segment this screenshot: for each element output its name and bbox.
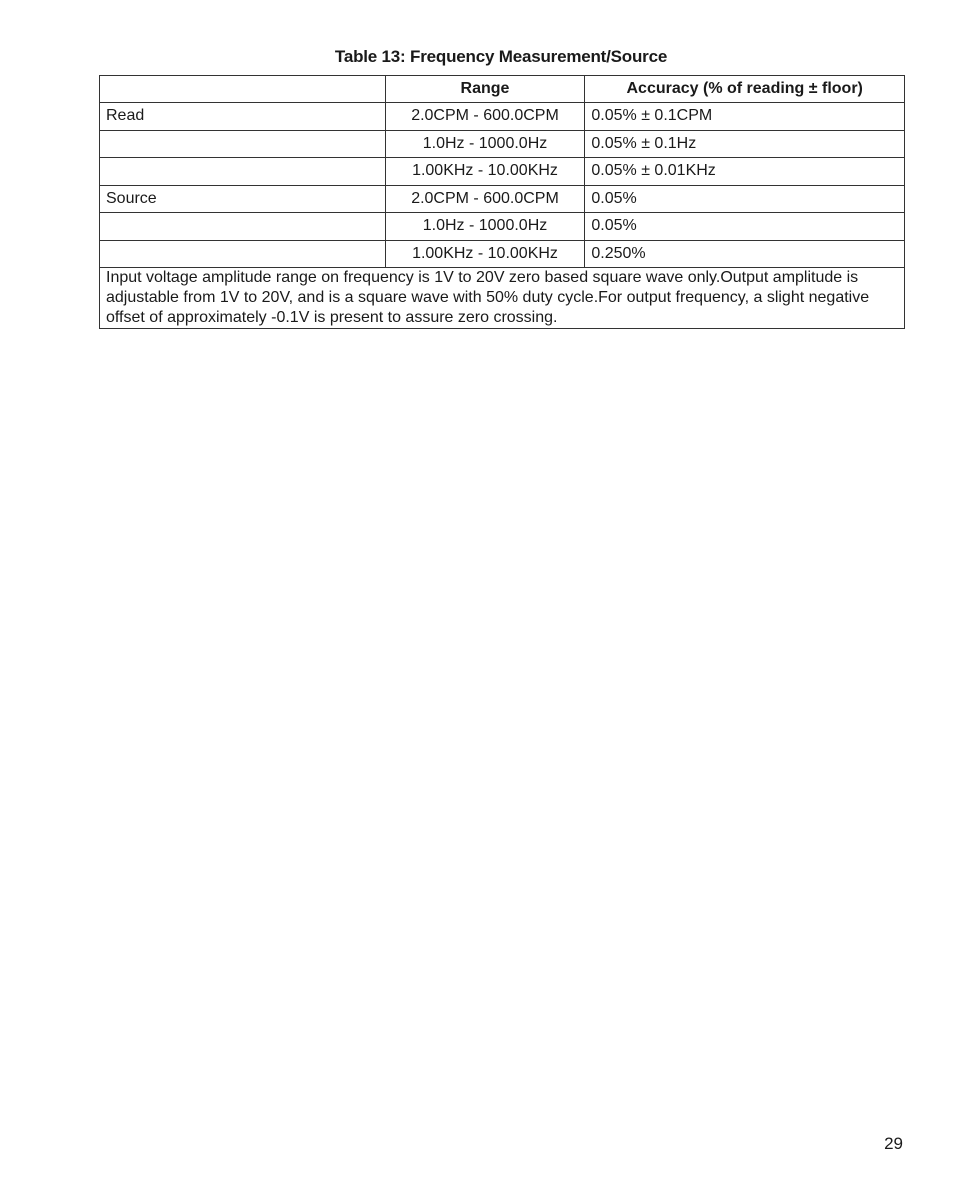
table-header-row — [100, 76, 905, 103]
header-category — [100, 76, 386, 103]
row-category — [100, 130, 386, 158]
table-note-row — [100, 268, 905, 329]
frequency-table — [99, 75, 905, 329]
header-range: Range — [385, 76, 585, 103]
row-range: 2.0CPM - 600.0CPM — [385, 103, 585, 131]
row-range: 1.00KHz - 10.00KHz — [385, 240, 585, 268]
table-row — [100, 185, 905, 213]
row-range: 1.0Hz - 1000.0Hz — [385, 213, 585, 241]
row-accuracy: 0.05% — [585, 213, 905, 241]
row-accuracy: 0.250% — [585, 240, 905, 268]
row-accuracy: 0.05% — [585, 185, 905, 213]
table-row — [100, 240, 905, 268]
table-note: Input voltage amplitude range on frequency is 1V to 20V zero based square wave only.Output amplitude is adjustable from 1V to 20V, and is a square wave with 50% duty cycle.For output frequency, a slight negative offset of approximately -0.1V is present to assure zero crossing. — [100, 268, 905, 329]
table-title: Table 13: Frequency Measurement/Source — [334, 47, 668, 66]
row-category — [100, 213, 386, 241]
table-row — [100, 158, 905, 186]
row-accuracy: 0.05% ± 0.01KHz — [585, 158, 905, 186]
table-row — [100, 130, 905, 158]
row-category — [100, 158, 386, 186]
row-accuracy: 0.05% ± 0.1CPM — [585, 103, 905, 131]
row-category: Read — [100, 103, 386, 131]
table-row — [100, 103, 905, 131]
row-range: 1.0Hz - 1000.0Hz — [385, 130, 585, 158]
row-range: 2.0CPM - 600.0CPM — [385, 185, 585, 213]
page-number: 29 — [884, 1134, 903, 1153]
header-accuracy: Accuracy (% of reading ± floor) — [585, 76, 905, 103]
row-category: Source — [100, 185, 386, 213]
table-row — [100, 213, 905, 241]
row-category — [100, 240, 386, 268]
row-accuracy: 0.05% ± 0.1Hz — [585, 130, 905, 158]
row-range: 1.00KHz - 10.00KHz — [385, 158, 585, 186]
